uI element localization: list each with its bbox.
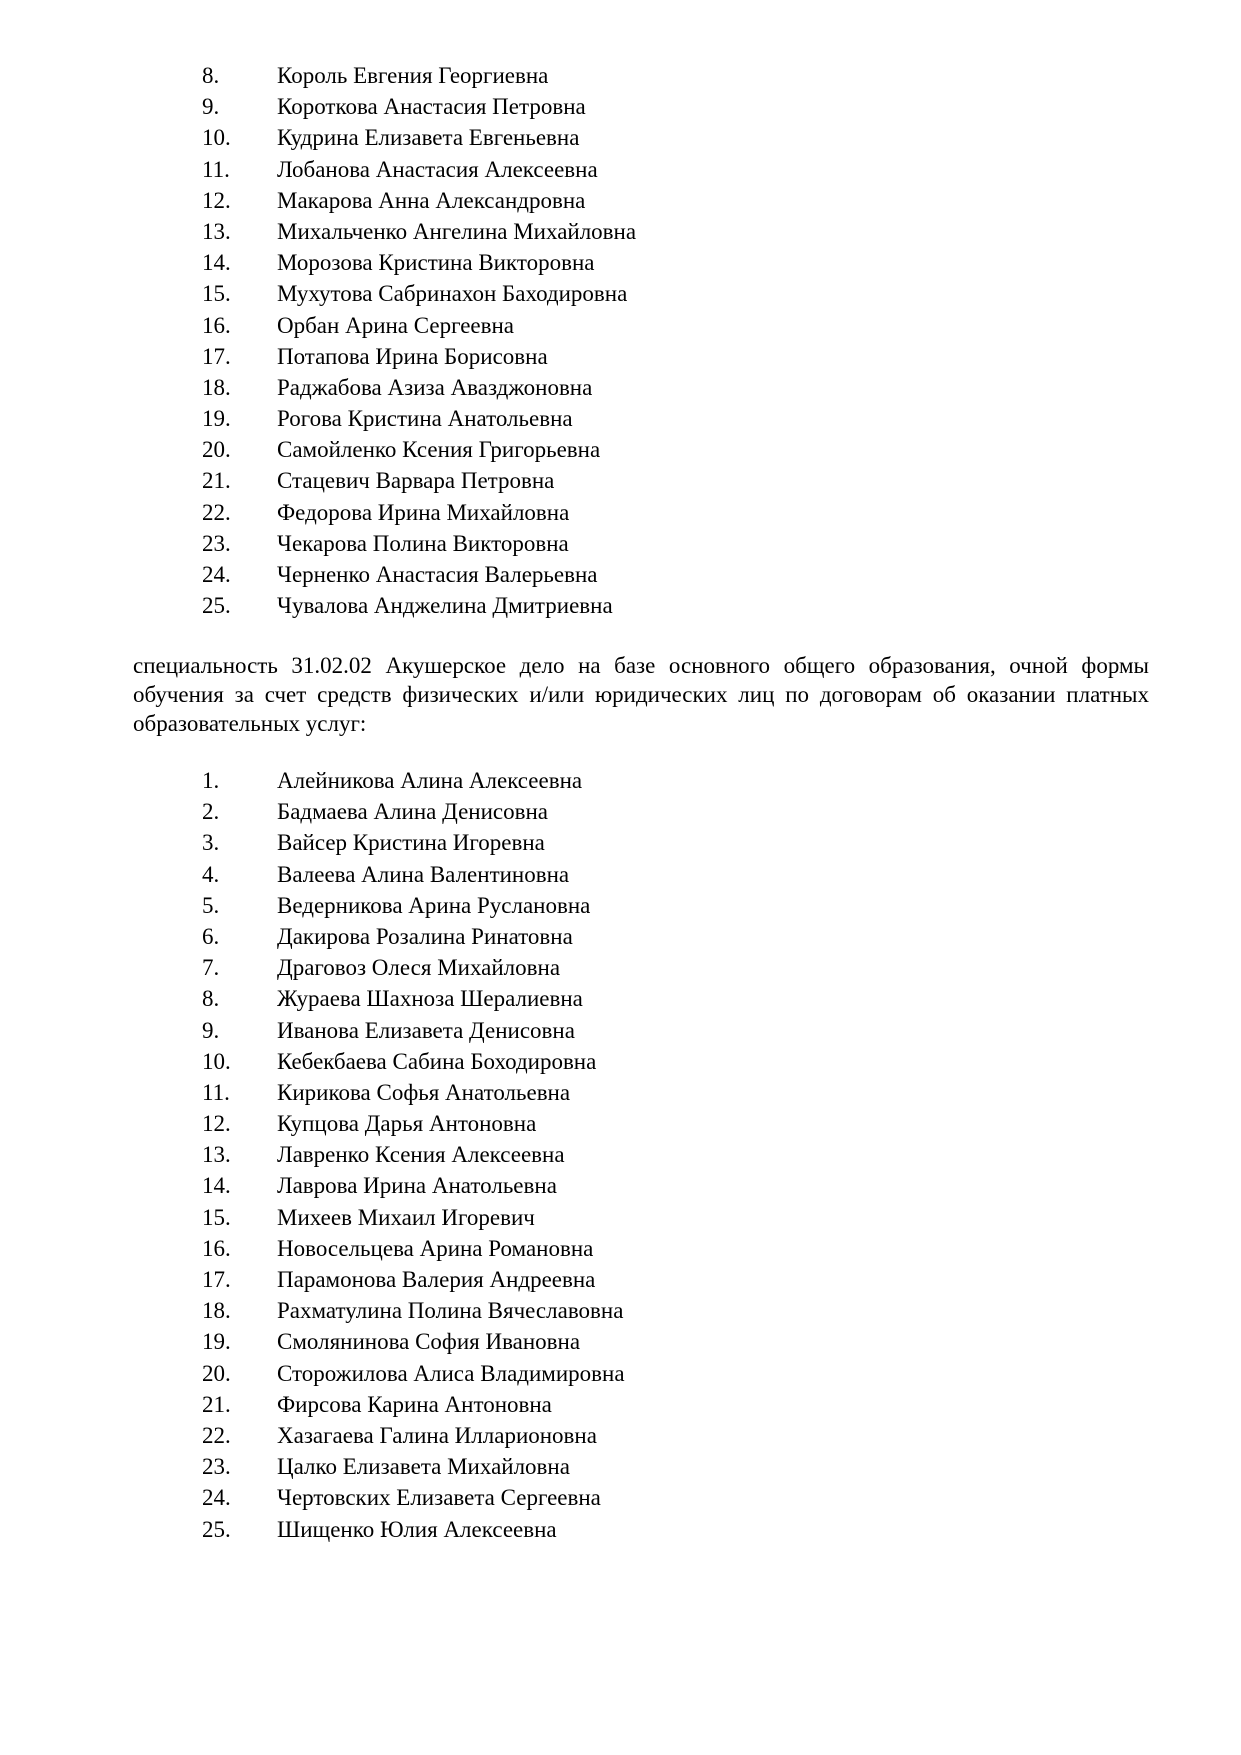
student-name: Михеев Михаил Игоревич [277, 1204, 535, 1230]
student-name: Лавренко Ксения Алексеевна [277, 1142, 565, 1168]
list-item-number: 16. [202, 312, 231, 338]
student-name: Чувалова Анджелина Дмитриевна [277, 593, 613, 619]
list-item-number: 18. [202, 1298, 231, 1324]
student-name: Ведерникова Арина Руслановна [277, 892, 591, 918]
student-name: Иванова Елизавета Денисовна [277, 1017, 575, 1043]
list-item-number: 9. [202, 94, 220, 120]
student-name: Кудрина Елизавета Евгеньевна [277, 125, 580, 151]
list-item-number: 18. [202, 374, 231, 400]
list-item-number: 21. [202, 1391, 231, 1417]
list-item-number: 4. [202, 861, 220, 887]
student-name: Драговоз Олеся Михайловна [277, 955, 561, 981]
list-item-number: 15. [202, 281, 231, 307]
list-item-number: 19. [202, 406, 231, 432]
list-item-number: 22. [202, 1422, 231, 1448]
list-item-number: 12. [202, 187, 231, 213]
list-item-number: 21. [202, 468, 231, 494]
student-name: Чертовских Елизавета Сергеевна [277, 1485, 601, 1511]
list-item-number: 20. [202, 437, 231, 463]
list-item-number: 13. [202, 1142, 231, 1168]
list-item-number: 11. [202, 156, 230, 182]
list-item-number: 11. [202, 1079, 230, 1105]
list-item-number: 14. [202, 250, 231, 276]
student-name: Чекарова Полина Викторовна [277, 530, 569, 556]
list-item-number: 23. [202, 1454, 231, 1480]
student-name: Кебекбаева Сабина Боходировна [277, 1048, 597, 1074]
list-item-number: 16. [202, 1235, 231, 1261]
student-name: Дакирова Розалина Ринатовна [277, 923, 573, 949]
list-item-number: 15. [202, 1204, 231, 1230]
student-name: Парамонова Валерия Андреевна [277, 1267, 596, 1292]
student-name: Купцова Дарья Антоновна [277, 1111, 537, 1137]
list-item-number: 20. [202, 1360, 231, 1386]
section-heading: специальность 31.02.02 Акушерское дело на базе основного общего образования, очной формы обучения за счет средств физических и/или юридических лиц по договорам об оказании платных образовательных услуг: [133, 653, 1149, 736]
list-item-number: 8. [202, 63, 220, 88]
student-name: Цалко Елизавета Михайловна [277, 1454, 570, 1480]
list-item-number: 8. [202, 986, 220, 1012]
list-item-number: 24. [202, 1485, 231, 1511]
list-item-number: 9. [202, 1017, 220, 1043]
list-item-number: 17. [202, 1267, 231, 1292]
list-item-number: 25. [202, 1516, 231, 1542]
student-name: Федорова Ирина Михайловна [277, 499, 570, 525]
student-name: Кирикова Софья Анатольевна [277, 1079, 571, 1105]
list-item-number: 10. [202, 1048, 231, 1074]
list-item-number: 14. [202, 1173, 231, 1199]
student-name: Жураева Шахноза Шералиевна [277, 986, 583, 1012]
student-name: Шищенко Юлия Алексеевна [277, 1516, 557, 1542]
list-item-number: 2. [202, 799, 220, 825]
student-name: Лаврова Ирина Анатольевна [277, 1173, 557, 1199]
student-name: Рахматулина Полина Вячеславовна [277, 1298, 624, 1324]
student-name: Король Евгения Георгиевна [277, 63, 549, 88]
student-name: Михальченко Ангелина Михайловна [277, 218, 637, 244]
student-name: Рогова Кристина Анатольевна [277, 406, 573, 432]
list-item-number: 6. [202, 923, 220, 949]
list-item-number: 22. [202, 499, 231, 525]
student-name: Раджабова Азиза Авазджоновна [277, 374, 593, 400]
student-name: Стацевич Варвара Петровна [277, 468, 555, 494]
list-item-number: 3. [202, 830, 220, 856]
student-name: Мухутова Сабринахон Баходировна [277, 281, 628, 307]
student-name: Новосельцева Арина Романовна [277, 1235, 594, 1261]
student-name: Валеева Алина Валентиновна [277, 861, 570, 887]
student-name: Макарова Анна Александровна [277, 187, 586, 213]
list-item-number: 7. [202, 955, 220, 981]
list-item-number: 25. [202, 593, 231, 619]
student-name: Лобанова Анастасия Алексеевна [277, 156, 598, 182]
student-name: Смолянинова София Ивановна [277, 1329, 581, 1355]
student-name: Орбан Арина Сергеевна [277, 312, 515, 338]
student-name: Бадмаева Алина Денисовна [277, 799, 548, 825]
list-item-number: 23. [202, 530, 231, 556]
student-name: Алейникова Алина Алексеевна [277, 768, 583, 793]
list-item-number: 5. [202, 892, 220, 918]
list-item-number: 19. [202, 1329, 231, 1355]
list-item-number: 10. [202, 125, 231, 151]
student-name: Морозова Кристина Викторовна [277, 250, 595, 276]
student-name: Самойленко Ксения Григорьевна [277, 437, 601, 463]
student-name: Вайсер Кристина Игоревна [277, 830, 545, 856]
student-name: Сторожилова Алиса Владимировна [277, 1360, 625, 1386]
student-name: Черненко Анастасия Валерьевна [277, 562, 598, 587]
student-name: Потапова Ирина Борисовна [277, 343, 548, 369]
list-item-number: 12. [202, 1111, 231, 1137]
student-name: Короткова Анастасия Петровна [277, 94, 586, 120]
list-item-number: 1. [202, 768, 220, 793]
list-item-number: 13. [202, 218, 231, 244]
student-name: Хазагаева Галина Илларионовна [277, 1422, 597, 1448]
list-item-number: 17. [202, 343, 231, 369]
list-item-number: 24. [202, 562, 231, 587]
student-name: Фирсова Карина Антоновна [277, 1391, 552, 1417]
